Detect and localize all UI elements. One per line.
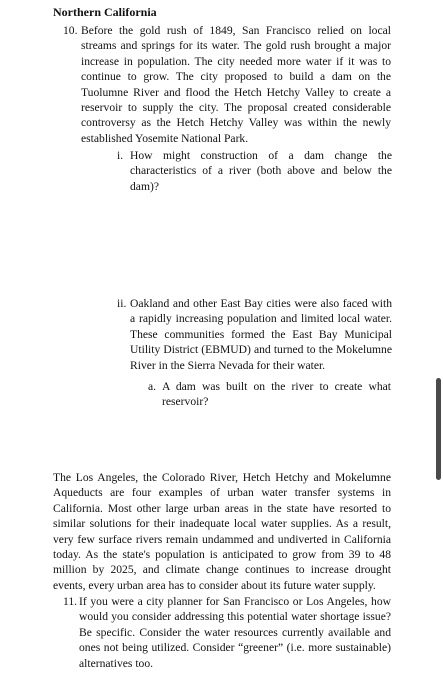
question-11 <box>63 594 391 671</box>
question-text: How might construction of a dam change the characteristics of a river (both above and below the dam)? <box>130 149 392 193</box>
section-heading: Northern California <box>53 5 157 19</box>
question-text: If you were a city planner for San Francisco or Los Angeles, how would you consider addressing this potential water shortage issue? Be specific. Consider the water resources currently available and ones not being utilized. Consider “greener” (i.e. more sustainable) alternatives too. <box>79 595 391 670</box>
question-number: ii. <box>117 297 127 310</box>
question-number: 10. <box>63 24 78 37</box>
question-10-i <box>117 148 392 194</box>
question-10-ii-a <box>148 379 391 410</box>
body-paragraph: The Los Angeles, the Colorado River, Hetch Hetchy and Mokelumne Aqueducts are four examples of urban water transfer systems in California. Most other large urban areas in the state have resorted to similar solutions for their inadequate local water supplies. As a result, very few surface rivers remain undammed and undiverted in California today. As the state's population is anticipated to grow from 39 to 48 million by 2025, and climate change continues to increase drought events, every urban area has to consider about its future water supply. <box>53 471 391 592</box>
question-text: Before the gold rush of 1849, San Francisco relied on local streams and springs for its water. The gold rush brought a major increase in population. The city needed more water if it was to continue to grow. The city proposed to build a dam on the Tuolumne River and flood the Hetch Hetchy Valley to create a reservoir to supply the city. The proposal created considerable controversy as the Hetch Hetchy Valley was within the newly established Yosemite National Park. <box>81 24 391 145</box>
question-number: i. <box>117 149 124 162</box>
question-number: a. <box>148 380 157 393</box>
question-text: Oakland and other East Bay cities were also faced with a rapidly increasing population and limited local water. These communities formed the East Bay Municipal Utility District (EBMUD) and turned to the Mokelumne River in the Sierra Nevada for their water. <box>130 297 392 372</box>
question-text: A dam was built on the river to create what reservoir? <box>162 380 391 409</box>
question-10 <box>63 23 391 146</box>
question-number: 11. <box>63 595 78 608</box>
scrollbar-thumb[interactable] <box>436 378 441 480</box>
question-10-ii <box>117 296 392 373</box>
